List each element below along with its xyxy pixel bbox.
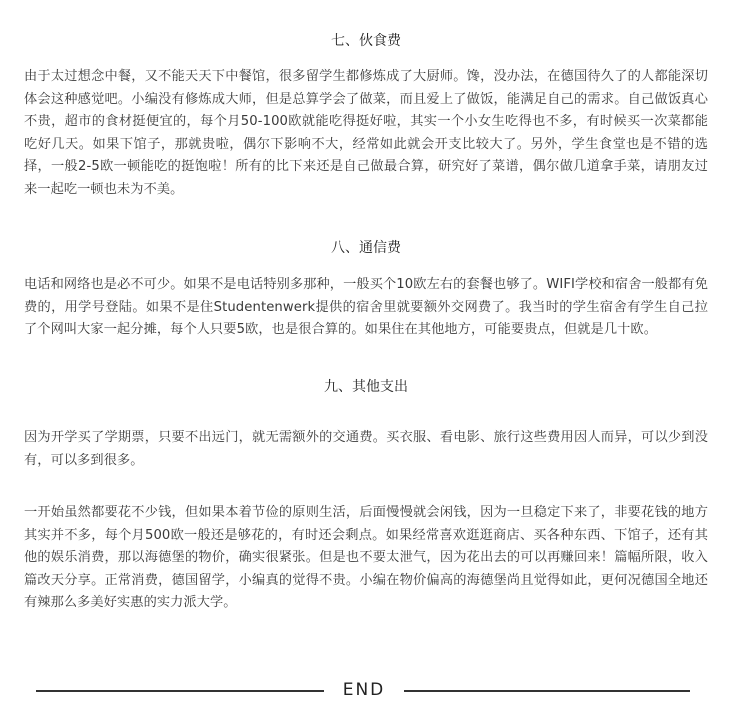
paragraph-summary: 一开始虽然都要花不少钱，但如果本着节俭的原则生活，后面慢慢就会闲钱，因为一旦稳定下来了，非要花钱的地方其实并不多，每个月500欧一般还是够花的，有时还会剩点。如果经常喜欢逛逛商店、买各种东西、下馆子，还有其他的娱乐消费，那以海德堡的物价，确实很紧张。但是也不要太泄气，因为花出去的可以再赚回来！篇幅所限，收入篇改天分享。正常消费，德国留学，小编真的觉得不贵。小编在物价偏高的海德堡尚且觉得如此，更何况德国全地还有辣那么多美好实惠的实力派大学。 bbox=[24, 505, 708, 611]
paragraph-food: 由于太过想念中餐，又不能天天下中餐馆，很多留学生都修炼成了大厨师。馋，没办法，在德国待久了的人都能深切体会这种感觉吧。小编没有修炼成大师，但是总算学会了做菜，而且爱上了做饭，能满足自己的需求。自己做饭真心不贵，超市的食材挺便宜的，每个月50-100欧就能吃得挺好啦，其实一个小女生吃得也不多，有时候买一次菜都能吃好几天。如果下馆子，那就贵啦，偶尔下影响不大，经常如此就会开支比较大了。另外，学生食堂也是不错的选择，一般2-5欧一顿能吃的挺饱啦！所有的比下来还是自己做最合算，研究好了菜谱，偶尔做几道拿手菜，请朋友过来一起吃一顿也未为不美。 bbox=[24, 69, 708, 197]
end-divider-line-left bbox=[36, 690, 324, 692]
section-heading-other-expenses: 九、其他支出 bbox=[324, 379, 408, 395]
section-heading-food: 七、伙食费 bbox=[331, 33, 401, 49]
end-label: END bbox=[342, 680, 386, 700]
section-heading-communication: 八、通信费 bbox=[331, 240, 401, 256]
paragraph-communication: 电话和网络也是必不可少。如果不是电话特别多那种，一般买个10欧左右的套餐也够了。WIFI学校和宿舍一般都有免费的，用学号登陆。如果不是住Studentenwerk提供的宿舍里就要额外交网费了。我当时的学生宿舍有学生自己拉了个网叫大家一起分摊，每个人只要5欧，也是很合算的。如果住在其他地方，可能要贵点，但就是几十欧。 bbox=[24, 277, 708, 338]
end-divider bbox=[36, 679, 690, 701]
paragraph-transport-leisure: 因为开学买了学期票，只要不出远门，就无需额外的交通费。买衣服、看电影、旅行这些费用因人而异，可以少到没有，可以多到很多。 bbox=[24, 430, 708, 468]
end-divider-line-right bbox=[404, 690, 690, 692]
